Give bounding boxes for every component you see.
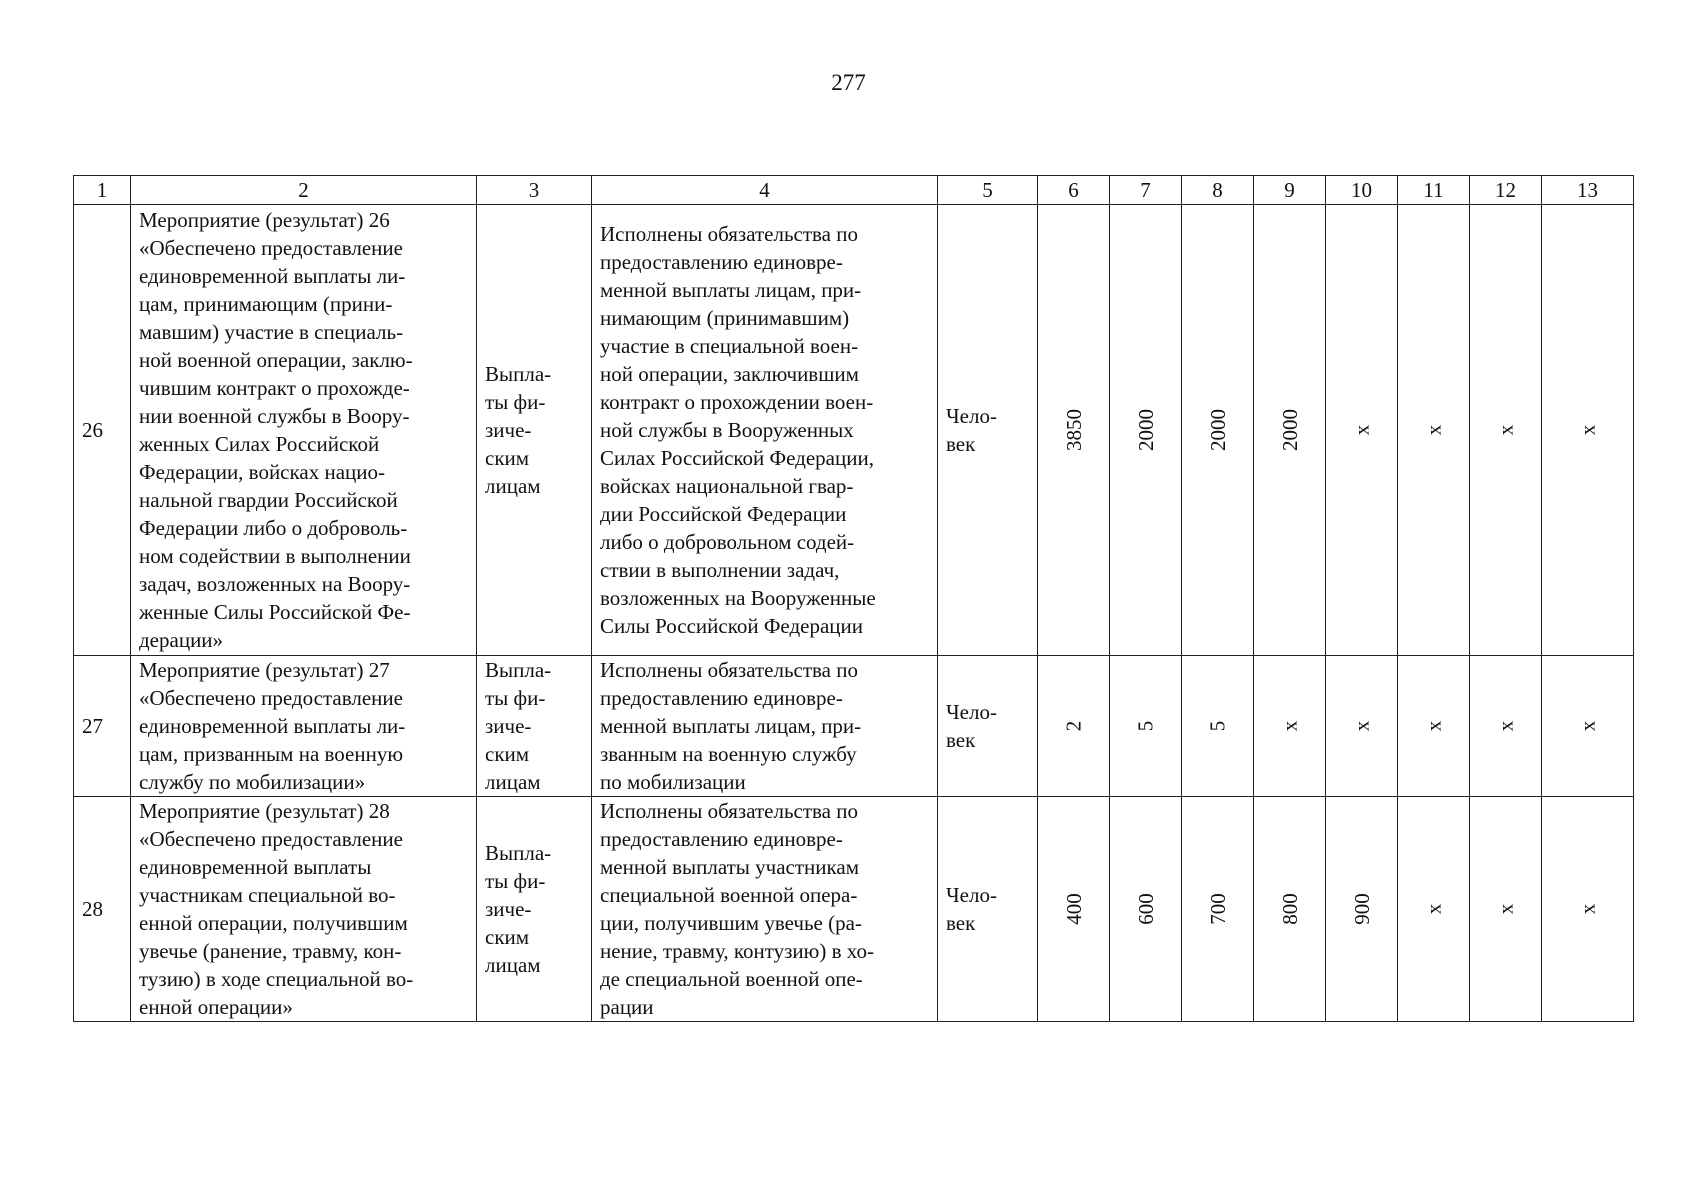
- value: 2000: [1205, 409, 1230, 451]
- value: x: [1349, 720, 1374, 732]
- page-number: 277: [831, 70, 866, 95]
- measure-description-cell: [592, 797, 938, 1022]
- column-header: 10: [1326, 176, 1398, 205]
- value: 2000: [1133, 409, 1158, 451]
- measure-type: Выпла- ты фи- зиче- ским лицам: [485, 362, 552, 498]
- value-cell: [1038, 205, 1110, 656]
- table-row: [74, 205, 1634, 656]
- row-number: 28: [74, 797, 131, 1022]
- measure-name-cell: [131, 205, 477, 656]
- value: 5: [1205, 720, 1230, 732]
- value-cell: [1398, 656, 1470, 797]
- measure-description: Исполнены обязательства по предоставлению единовре- менной выплаты лицам, при- нимающим (принимавшим) участие в специальной воен- ной операции, заключившим контракт о прохождении воен- ной службы в Вооруженных Силах Российской Федерации, войсках национальной гвар- дии Российской Федерации либо о добровольном содей- ствии в выполнении задач, возложенных на Вооруженные Силы Российской Федерации: [600, 222, 876, 638]
- value: 800: [1277, 893, 1302, 925]
- value-cell: [1182, 797, 1254, 1022]
- value: x: [1493, 424, 1518, 436]
- value-cell: [1182, 656, 1254, 797]
- measure-name: Мероприятие (результат) 27 «Обеспечено предоставление единовременной выплаты ли- цам, призванным на военную службу по мобилизации»: [139, 658, 406, 794]
- column-header: 12: [1470, 176, 1542, 205]
- measure-description: Исполнены обязательства по предоставлению единовре- менной выплаты лицам, при- званным на военную службу по мобилизации: [600, 658, 862, 794]
- value-cell: [1326, 656, 1398, 797]
- value-cell: [1398, 797, 1470, 1022]
- value: x: [1493, 903, 1518, 915]
- value: 400: [1061, 893, 1086, 925]
- value-cell: [1542, 205, 1634, 656]
- column-header: 6: [1038, 176, 1110, 205]
- value: x: [1493, 720, 1518, 732]
- value-cell: [1470, 205, 1542, 656]
- value-cell: [1542, 797, 1634, 1022]
- value-cell: [1470, 797, 1542, 1022]
- value: 600: [1133, 893, 1158, 925]
- measure-name: Мероприятие (результат) 26 «Обеспечено предоставление единовременной выплаты ли- цам, принимающим (прини- мавшим) участие в специаль- ной военной операции, заклю- чившим контракт о прохожде- нии военной службы в Воору- женных Силах Российской Федерации, войсках нацио- нальной гвардии Российской Федерации либо о доброволь- ном содействии в выполнении задач, возложенных на Воору- женные Силы Российской Фе- дерации»: [139, 208, 413, 652]
- column-header: 13: [1542, 176, 1634, 205]
- value-cell: [1038, 797, 1110, 1022]
- measure-type: Выпла- ты фи- зиче- ским лицам: [485, 658, 552, 794]
- value: x: [1277, 720, 1302, 732]
- measure-name-cell: [131, 797, 477, 1022]
- value: x: [1421, 903, 1446, 915]
- value-cell: [1254, 797, 1326, 1022]
- column-header: 3: [477, 176, 592, 205]
- value: x: [1349, 424, 1374, 436]
- table-row: [74, 797, 1634, 1022]
- unit: Чело- век: [946, 883, 997, 935]
- value: x: [1421, 720, 1446, 732]
- measure-description: Исполнены обязательства по предоставлению единовре- менной выплаты участникам специальной военной опера- ции, получившим увечье (ра- нение, травму, контузию) в хо- де специальной военной опе- рации: [600, 799, 874, 1019]
- unit: Чело- век: [946, 700, 997, 752]
- value-cell: [1110, 205, 1182, 656]
- value-cell: [1326, 797, 1398, 1022]
- column-header: 8: [1182, 176, 1254, 205]
- measure-type-cell: [477, 797, 592, 1022]
- value-cell: [1038, 656, 1110, 797]
- value-cell: [1110, 797, 1182, 1022]
- row-number: 26: [74, 205, 131, 656]
- value: x: [1575, 903, 1600, 915]
- measure-name: Мероприятие (результат) 28 «Обеспечено предоставление единовременной выплаты участникам специальной во- енной операции, получившим увечье (ранение, травму, кон- тузию) в ходе специальной во- енной операции»: [139, 799, 414, 1019]
- unit-cell: [938, 656, 1038, 797]
- value-cell: [1326, 205, 1398, 656]
- column-header: 9: [1254, 176, 1326, 205]
- measure-name-cell: [131, 656, 477, 797]
- value-cell: [1398, 205, 1470, 656]
- value: 700: [1205, 893, 1230, 925]
- column-header: 11: [1398, 176, 1470, 205]
- value: x: [1421, 424, 1446, 436]
- measure-type-cell: [477, 205, 592, 656]
- measure-description-cell: [592, 205, 938, 656]
- column-header: 1: [74, 176, 131, 205]
- value: 900: [1349, 893, 1374, 925]
- measure-description-cell: [592, 656, 938, 797]
- column-header: 2: [131, 176, 477, 205]
- unit-cell: [938, 797, 1038, 1022]
- value: 5: [1133, 720, 1158, 732]
- measure-type: Выпла- ты фи- зиче- ским лицам: [485, 841, 552, 977]
- value-cell: [1470, 656, 1542, 797]
- column-header: 5: [938, 176, 1038, 205]
- value: x: [1575, 720, 1600, 732]
- value: x: [1575, 424, 1600, 436]
- value-cell: [1182, 205, 1254, 656]
- column-header: 4: [592, 176, 938, 205]
- value-cell: [1254, 205, 1326, 656]
- value-cell: [1542, 656, 1634, 797]
- value: 2: [1061, 720, 1086, 732]
- value-cell: [1254, 656, 1326, 797]
- table-row: [74, 656, 1634, 797]
- unit-cell: [938, 205, 1038, 656]
- row-number: 27: [74, 656, 131, 797]
- value: 2000: [1277, 409, 1302, 451]
- value-cell: [1110, 656, 1182, 797]
- column-header: 7: [1110, 176, 1182, 205]
- value: 3850: [1061, 409, 1086, 451]
- measure-type-cell: [477, 656, 592, 797]
- results-table: [73, 175, 1634, 1022]
- unit: Чело- век: [946, 404, 997, 456]
- table-header-row: [74, 176, 1634, 205]
